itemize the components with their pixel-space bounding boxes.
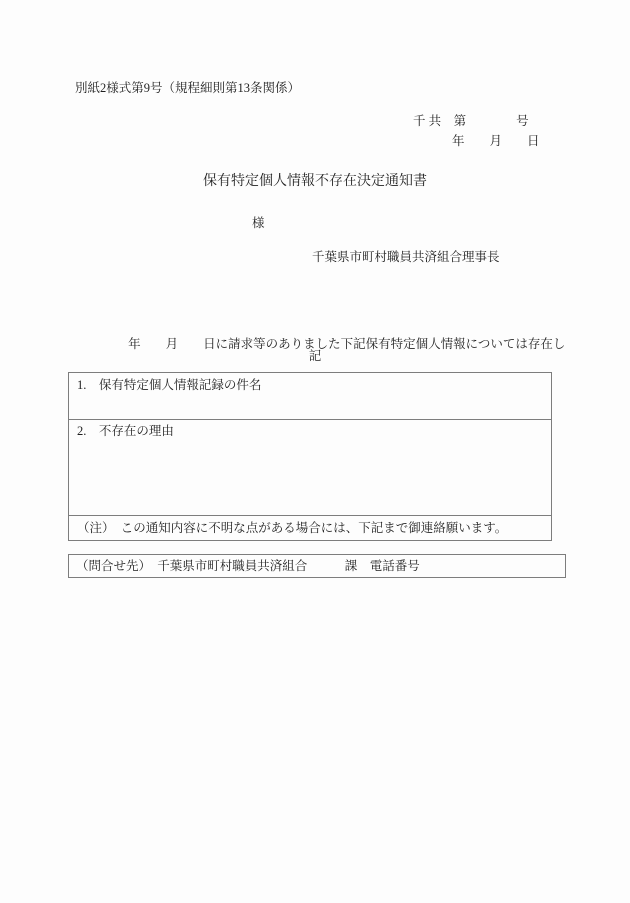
table-row-nonexistence-reason: 2. 不存在の理由 — [69, 419, 551, 515]
addressee-suffix: 様 — [252, 216, 265, 230]
table-row-record-subject: 1. 保有特定個人情報記録の件名 — [77, 378, 262, 392]
date-blank: 年 月 日 — [452, 134, 540, 148]
form-number: 別紙2様式第9号（規程細則第13条関係） — [75, 81, 301, 95]
table-row-note: （注） この通知内容に不明な点がある場合には、下記まで御連絡願います。 — [69, 515, 551, 540]
notice-table — [68, 372, 552, 541]
issuer-name: 千葉県市町村職員共済組合理事長 — [312, 250, 500, 264]
record-heading: 記 — [308, 349, 322, 363]
body-line-1: 年 月 日に請求等のありました下記保有特定個人情報については存在し — [75, 337, 566, 351]
contact-box: （問合せ先） 千葉県市町村職員共済組合 課 電話番号 — [68, 554, 566, 578]
reference-number-blank: 千 共 第 号 — [413, 114, 529, 128]
page-title: 保有特定個人情報不存在決定通知書 — [203, 174, 427, 189]
